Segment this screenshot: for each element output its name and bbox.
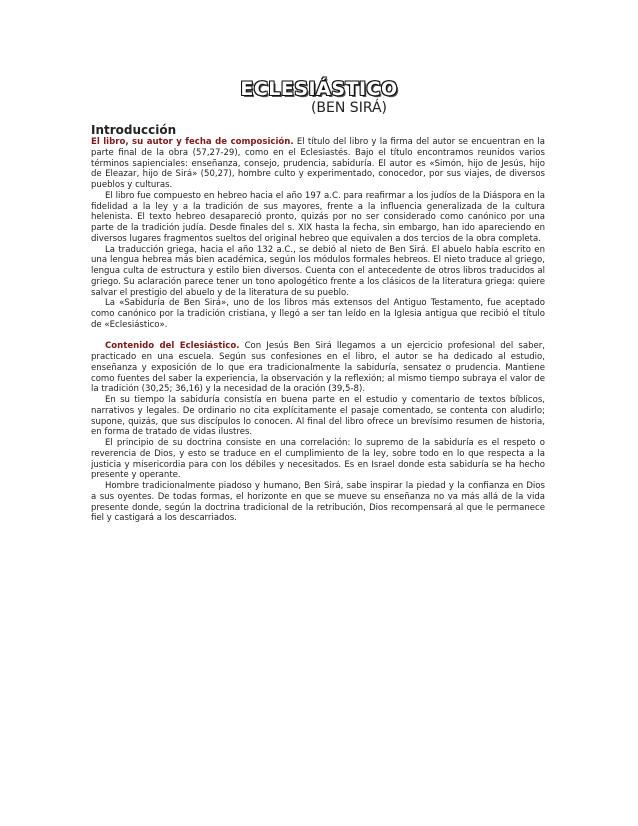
document-title: ECLESIÁSTICO	[240, 78, 398, 100]
document-subtitle: (BEN SIRÁ)	[310, 100, 388, 116]
paragraph-text: El principio de su doctrina consiste en una correlación: lo supremo de la sabiduría es el respeto o reverencia de Dios, y esto se traduce en el cumplimiento de la ley, sobre todo en lo que respecta a la justicia y misericordia para con los débiles y necesitados. Es en Israel donde esta sabiduría se ha hecho presente y operante.	[91, 438, 545, 481]
paragraph-4	[91, 298, 545, 330]
paragraph-text: El libro fue compuesto en hebreo hacia el año 197 a.C. para reafirmar a los judíos de la Diáspora en la fidelidad a la ley y a la tradición de sus mayores, frente a la influencia generalizada de la cultura helenista. El texto hebreo desapareció pronto, quizás por no ser considerado como canónico por una parte de la tradición judía. Desde finales del s. XIX hasta la fecha, sin embargo, han ido apareciendo en diversos lugares fragmentos sueltos del original hebreo que equivalen a dos tercios de la obra completa.	[91, 190, 545, 244]
paragraph-2	[91, 191, 545, 245]
paragraph-lead: El libro, su autor y fecha de composición.	[91, 137, 294, 147]
paragraph-7	[91, 438, 545, 481]
paragraph-text: En su tiempo la sabiduría consistía en buena parte en el estudio y comentario de textos bíblicos, narrativos y legales. De ordinario no cita explícitamente el pasaje comentado, se contenta con aludirlo; supone, quizás, que sus discípulos lo conocen. Al final del libro ofrece un brevísimo resumen de historia, en forma de tratado de vidas ilustres.	[91, 395, 545, 438]
paragraph-1	[91, 137, 545, 191]
paragraph-3	[91, 245, 545, 299]
paragraph-8	[91, 481, 545, 524]
paragraph-6	[91, 395, 545, 438]
document-body	[91, 137, 545, 524]
paragraph-text: Con Jesús Ben Sirá llegamos a un ejercicio profesional del saber, practicado en una escuela. Según sus confesiones en el libro, el autor se ha dedicado al estudio, enseñanza y exposición de lo que era tradicionalmente la sabiduría, sensatez o prudencia. Mantiene como fuentes del saber la experiencia, la observación y la reflexión; al mismo tiempo subraya el valor de la tradición (30,25; 36,16) y la necesidad de la oración (39,5-8).	[91, 341, 545, 395]
section-heading: Introducción	[91, 123, 177, 137]
paragraph-text: La «Sabiduría de Ben Sirá», uno de los libros más extensos del Antiguo Testamento, fue aceptado como canónico por la tradición cristiana, y llegó a ser tan leído en la Iglesia antigua que recibió el título de «Eclesiástico».	[91, 298, 545, 330]
paragraph-5	[91, 341, 545, 395]
paragraph-lead: Contenido del Eclesiástico.	[105, 341, 240, 352]
paragraph-text: Hombre tradicionalmente piadoso y humano, Ben Sirá, sabe inspirar la piedad y la confianza en Dios a sus oyentes. De todas formas, el horizonte en que se mueve su enseñanza no va más allá de la vida presente donde, según la doctrina tradicional de la retribución, Dios recompensará al que le permanece fiel y castigará a los descarriados.	[91, 481, 545, 524]
paragraph-text: La traducción griega, hacia el año 132 a.C., se debió al nieto de Ben Sirá. El abuelo había escrito en una lengua hebrea más bien académica, según los módulos formales hebreos. El nieto traduce al griego, lengua culta de estructura y estilo bien diversos. Cuenta con el antecedente de otros libros traducidos al griego. Su aclaración parece tener un tono apologético frente a los clásicos de la literatura griega: quiere salvar el prestigio del abuelo y de la literatura de su pueblo.	[91, 244, 545, 298]
paragraph-text: El título del libro y la firma del autor se encuentran en la parte final de la obra (57,27-29), como en el Eclesiastés. Bajo el título encontramos reunidos varios términos sapienciales: enseñanza, consejo, prudencia, sabiduría. El autor es «Simón, hijo de Jesús, hijo de Eleazar, hijo de Sirá» (50,27), hombre culto y experimentado, conocedor, por sus viajes, de diversos pueblos y culturas.	[91, 137, 545, 190]
